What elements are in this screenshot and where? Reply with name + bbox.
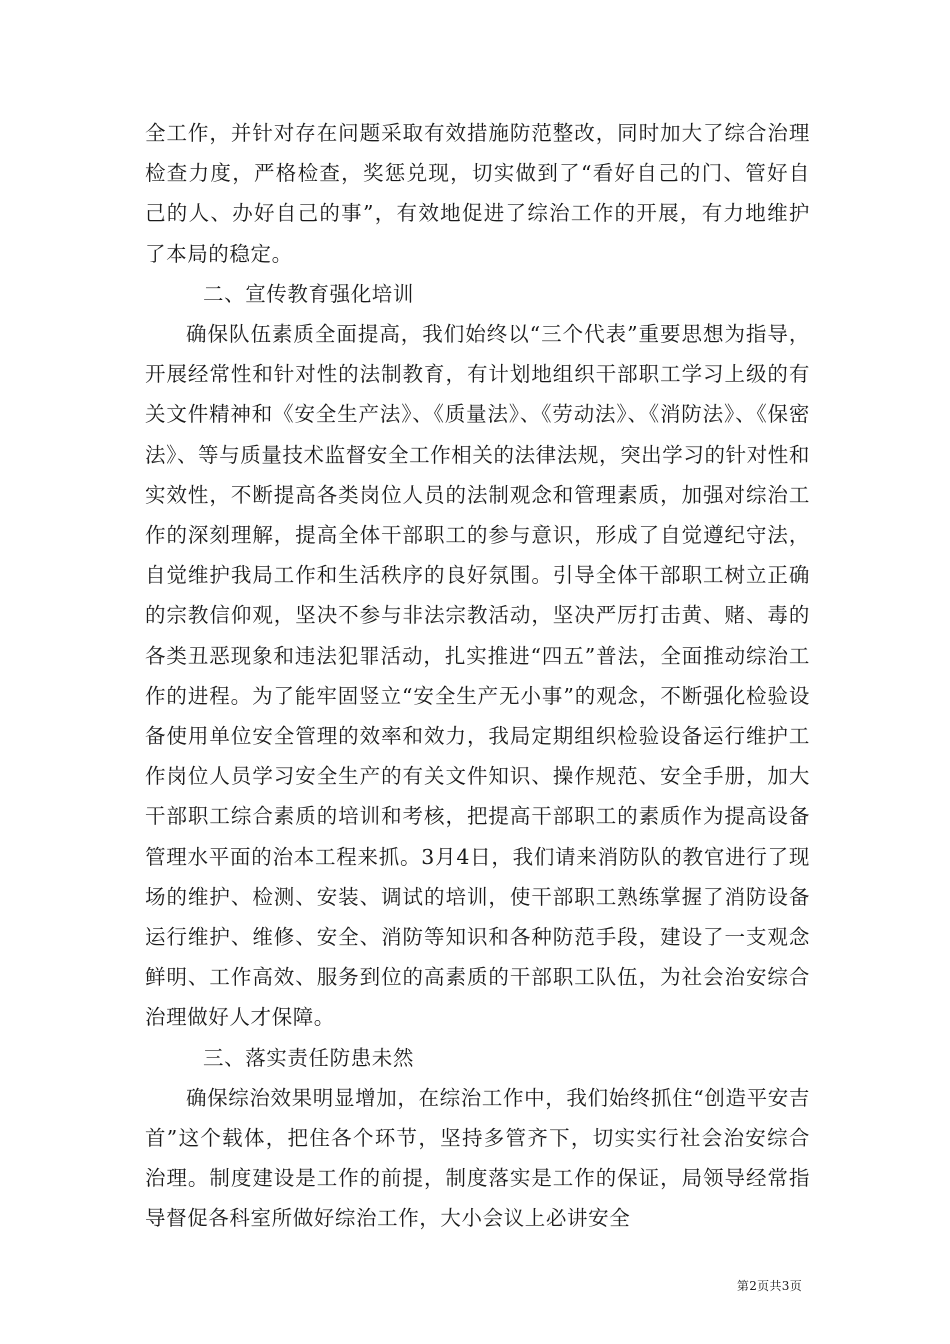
page-number-footer: 第2页共3页 [736, 1279, 802, 1293]
section-heading-2: 二、宣传教育强化培训 [203, 281, 414, 306]
body-text [145, 113, 810, 1239]
paragraph-responsibility: 确保综治效果明显增加，在综治工作中，我们始终抓住“创造平安吉首”这个载体，把住各个环节，坚持多管齐下，切实实行社会治安综合治理。制度建设是工作的前提，制度落实是工作的保证，局领导经常指导督促各科室所做好综治工作，大小会议上必讲安全 [145, 1085, 810, 1231]
paragraph-continuation: 全工作，并针对存在问题采取有效措施防范整改，同时加大了综合治理检查力度，严格检查，奖惩兑现，切实做到了“看好自己的门、管好自己的人、办好自己的事”，有效地促进了综治工作的开展，有力地维护了本局的稳定。 [145, 121, 810, 266]
section-heading-3: 三、落实责任防患未然 [203, 1045, 414, 1070]
paragraph-training: 确保队伍素质全面提高，我们始终以“三个代表”重要思想为指导，开展经常性和针对性的法制教育，有计划地组织干部职工学习上级的有关文件精神和《安全生产法》、《质量法》、《劳动法》、《消防法》、《保密法》、等与质量技术监督安全工作相关的法律法规，突出学习的针对性和实效性，不断提高各类岗位人员的法制观念和管理素质，加强对综治工作的深刻理解，提高全体干部职工的参与意识，形成了自觉遵纪守法，自觉维护我局工作和生活秩序的良好氛围。引导全体干部职工树立正确的宗教信仰观，坚决不参与非法宗教活动，坚决严厉打击黄、赌、毒的各类丑恶现象和违法犯罪活动，扎实推进“四五”普法，全面推动综治工作的进程。为了能牢固竖立“安全生产无小事”的观念，不断强化检验设备使用单位安全管理的效率和效力，我局定期组织检验设备运行维护工作岗位人员学习安全生产的有关文件知识、操作规范、安全手册，加大干部职工综合素质的培训和考核，把提高干部职工的素质作为提高设备管理水平面的治本工程来抓。3月4日，我们请来消防队的教官进行了现场的维护、检测、安装、调试的培训，使干部职工熟练掌握了消防设备运行维护、维修、安全、消防等知识和各种防范手段，建设了一支观念鲜明、工作高效、服务到位的高素质的干部职工队伍，为社会治安综合治理做好人才保障。 [145, 322, 810, 1030]
